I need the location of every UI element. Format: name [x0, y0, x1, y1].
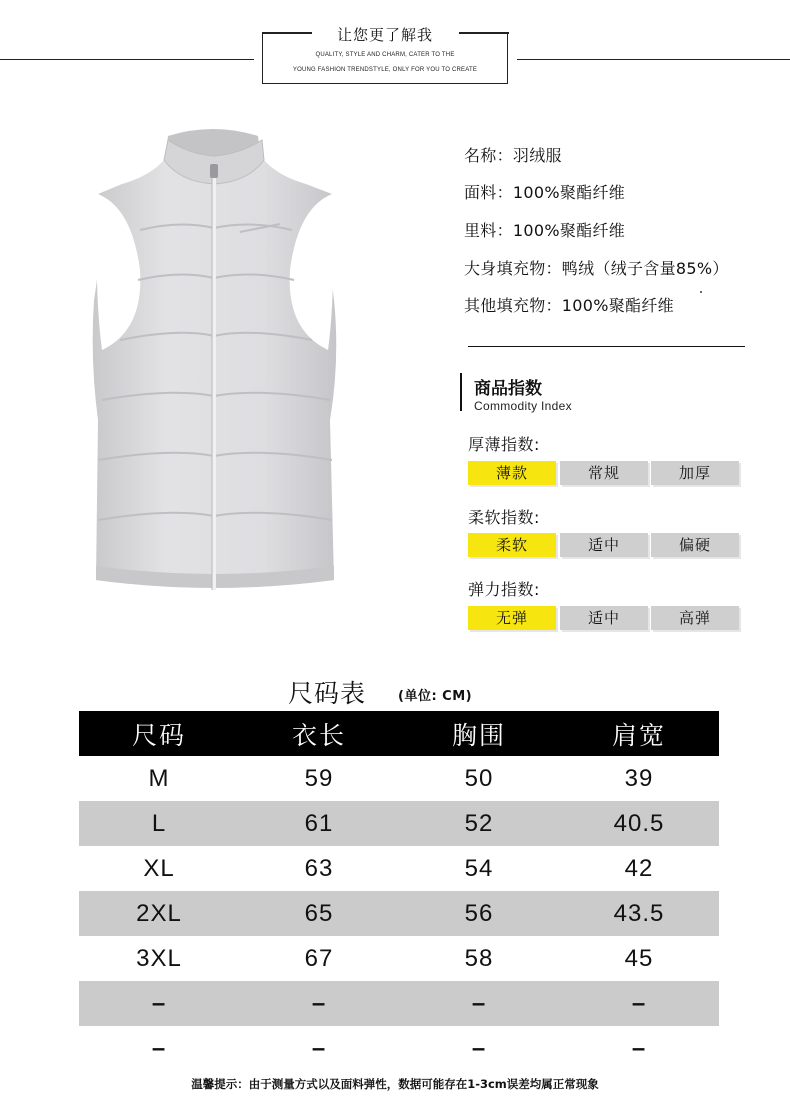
thickness-label: 厚薄指数: — [468, 435, 540, 454]
table-row — [79, 801, 719, 846]
cell-shoulder: – — [631, 1034, 647, 1062]
size-table-title: 尺码表 — [288, 679, 367, 708]
spec-divider — [468, 346, 745, 347]
softness-option-medium: 适中 — [560, 533, 648, 557]
cell-length: 63 — [304, 854, 334, 882]
thickness-option-regular: 常规 — [560, 461, 648, 485]
thickness-option-thin: 薄款 — [468, 461, 556, 485]
cell-size: 2XL — [79, 891, 239, 936]
header-size: 尺码 — [79, 711, 239, 756]
header-rule-left — [0, 59, 254, 60]
vest-icon — [80, 120, 350, 600]
size-table-unit: (单位: CM) — [398, 689, 473, 704]
cell-size: – — [151, 1034, 167, 1062]
softness-option-hard: 偏硬 — [651, 533, 739, 557]
commodity-index-subtitle: Commodity Index — [474, 399, 572, 413]
cell-shoulder: – — [559, 981, 719, 1026]
table-row — [79, 936, 719, 981]
cell-shoulder: 40.5 — [559, 801, 719, 846]
cell-chest: – — [399, 981, 559, 1026]
spec-name: 名称：羽绒服 — [464, 146, 562, 165]
cell-shoulder: 39 — [624, 764, 654, 792]
commodity-index-title: 商品指数 — [474, 379, 542, 399]
cell-length: – — [239, 981, 399, 1026]
cell-length: 61 — [239, 801, 399, 846]
header-rule-right — [517, 59, 790, 60]
cell-size: – — [79, 981, 239, 1026]
measurement-note: 温馨提示：由于测量方式以及面料弹性，数据可能存在1-3cm误差均属正常现象 — [191, 1077, 599, 1091]
cell-chest: 56 — [399, 891, 559, 936]
cell-chest: 58 — [464, 944, 494, 972]
elasticity-option-high: 高弹 — [651, 606, 739, 630]
stray-dot — [700, 291, 702, 293]
cell-length: 59 — [304, 764, 334, 792]
header-title: 让您更了解我 — [336, 26, 433, 44]
table-row — [79, 891, 719, 936]
cell-length: 67 — [304, 944, 334, 972]
spec-fabric: 面料：100%聚酯纤维 — [464, 183, 626, 202]
cell-size: L — [79, 801, 239, 846]
header-chest: 胸围 — [399, 711, 559, 756]
commodity-index-marker — [460, 373, 462, 411]
softness-option-soft: 柔软 — [468, 533, 556, 557]
cell-shoulder: 43.5 — [559, 891, 719, 936]
table-row — [79, 756, 719, 801]
header-shoulder: 肩宽 — [559, 711, 719, 756]
cell-size: XL — [143, 854, 175, 882]
cell-chest: 50 — [464, 764, 494, 792]
table-row — [79, 846, 719, 891]
cell-shoulder: 42 — [624, 854, 654, 882]
cell-shoulder: 45 — [624, 944, 654, 972]
cell-chest: 52 — [399, 801, 559, 846]
spec-filling: 大身填充物：鸭绒（绒子含量85%） — [464, 259, 729, 278]
thickness-option-thick: 加厚 — [651, 461, 739, 485]
header-length: 衣长 — [239, 711, 399, 756]
size-table-header-row — [79, 711, 719, 756]
softness-label: 柔软指数: — [468, 508, 540, 527]
cell-length: 65 — [239, 891, 399, 936]
spec-lining: 里料：100%聚酯纤维 — [464, 221, 626, 240]
cell-size: 3XL — [136, 944, 182, 972]
cell-size: M — [148, 764, 170, 792]
cell-chest: 54 — [464, 854, 494, 882]
header-subtitle-line1: QUALITY, STYLE AND CHARM, CATER TO THE — [315, 52, 455, 58]
table-row — [79, 981, 719, 1026]
elasticity-label: 弹力指数: — [468, 580, 540, 599]
spec-other-filling: 其他填充物：100%聚酯纤维 — [464, 296, 674, 315]
elasticity-option-medium: 适中 — [560, 606, 648, 630]
table-row — [79, 1026, 719, 1071]
elasticity-option-none: 无弹 — [468, 606, 556, 630]
cell-chest: – — [471, 1034, 487, 1062]
cell-length: – — [311, 1034, 327, 1062]
header-subtitle-line2: YOUNG FASHION TRENDSTYLE, ONLY FOR YOU TO CREATE — [292, 67, 478, 73]
size-table — [79, 711, 719, 1071]
